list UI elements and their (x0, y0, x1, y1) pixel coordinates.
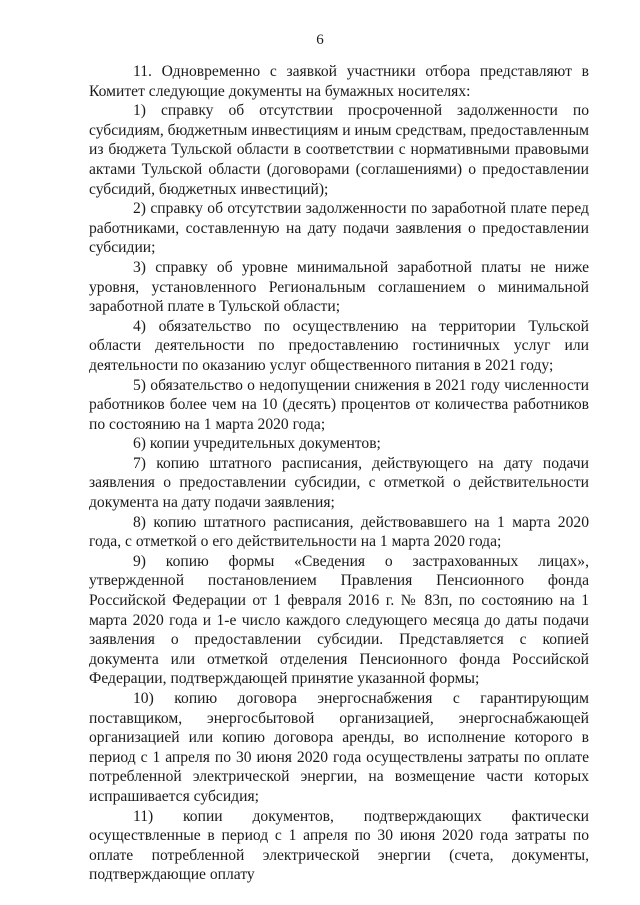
list-item-8: 8) копию штатного расписания, действовавшего на 1 марта 2020 года, с отметкой о его действительности на 1 марта 2020 года; (89, 513, 589, 551)
list-item-1: 1) справку об отсутствии просроченной задолженности по субсидиям, бюджетным инвестициям и иным средствам, предоставленным из бюджета Тульской области в соответствии с нормативными правовыми актами Тульской области (договорами (соглашениями) о предоставлении субсидий, бюджетных инвестиций); (89, 102, 589, 198)
list-item-9: 9) копию формы «Сведения о застрахованных лицах», утвержденной постановлением Правления Пенсионного фонда Российской Федерации от 1 февраля 2016 г. № 83п, по состоянию на 1 марта 2020 года и 1-е число каждого следующего месяца до даты подачи заявления о предоставлении субсидии. Представляется с копией документа или отметкой отделения Пенсионного фонда Российской Федерации, подтверждающей принятие указанной формы; (89, 552, 589, 688)
list-item-5: 5) обязательство о недопущении снижения в 2021 году численности работников более чем на 10 (десять) процентов от количества работников по состоянию на 1 марта 2020 года; (89, 376, 589, 433)
paragraph-11-intro: 11. Одновременно с заявкой участники отбора представляют в Комитет следующие документы на бумажных носителях: (89, 63, 589, 100)
list-item-6: 6) копии учредительных документов; (133, 435, 381, 453)
list-item-3: 3) справку об уровне минимальной заработной платы не ниже уровня, установленного Региональным соглашением о минимальной заработной плате в Тульской области; (89, 258, 589, 316)
list-item-10: 10) копию договора энергоснабжения с гарантирующим поставщиком, энергосбытовой организацией, энергоснабжающей организацией или копию договора аренды, во исполнение которого в период с 1 апреля по 30 июня 2020 года осуществлены затраты по оплате потребленной электрической энергии, на возмещение части которых испрашивается субсидия; (89, 690, 589, 805)
list-item-4: 4) обязательство по осуществлению на территории Тульской области деятельности по предоставлению гостиничных услуг или деятельности по оказанию услуг общественного питания в 2021 году; (89, 317, 589, 374)
list-item-11: 11) копии документов, подтверждающих фактически осуществленные в период с 1 апреля по 30 июня 2020 года затраты по оплате потребленной электрической энергии (счета, документы, подтверждающие оплату (89, 807, 589, 884)
list-item-7: 7) копию штатного расписания, действующего на дату подачи заявления о предоставлении субсидии, с отметкой о действительности документа на дату подачи заявления; (89, 454, 589, 512)
page-number: 6 (316, 32, 324, 48)
list-item-2: 2) справку об отсутствии задолженности по заработной плате перед работниками, составленную на дату подачи заявления о предоставлении субсидии; (89, 200, 589, 257)
document-body (89, 62, 589, 885)
